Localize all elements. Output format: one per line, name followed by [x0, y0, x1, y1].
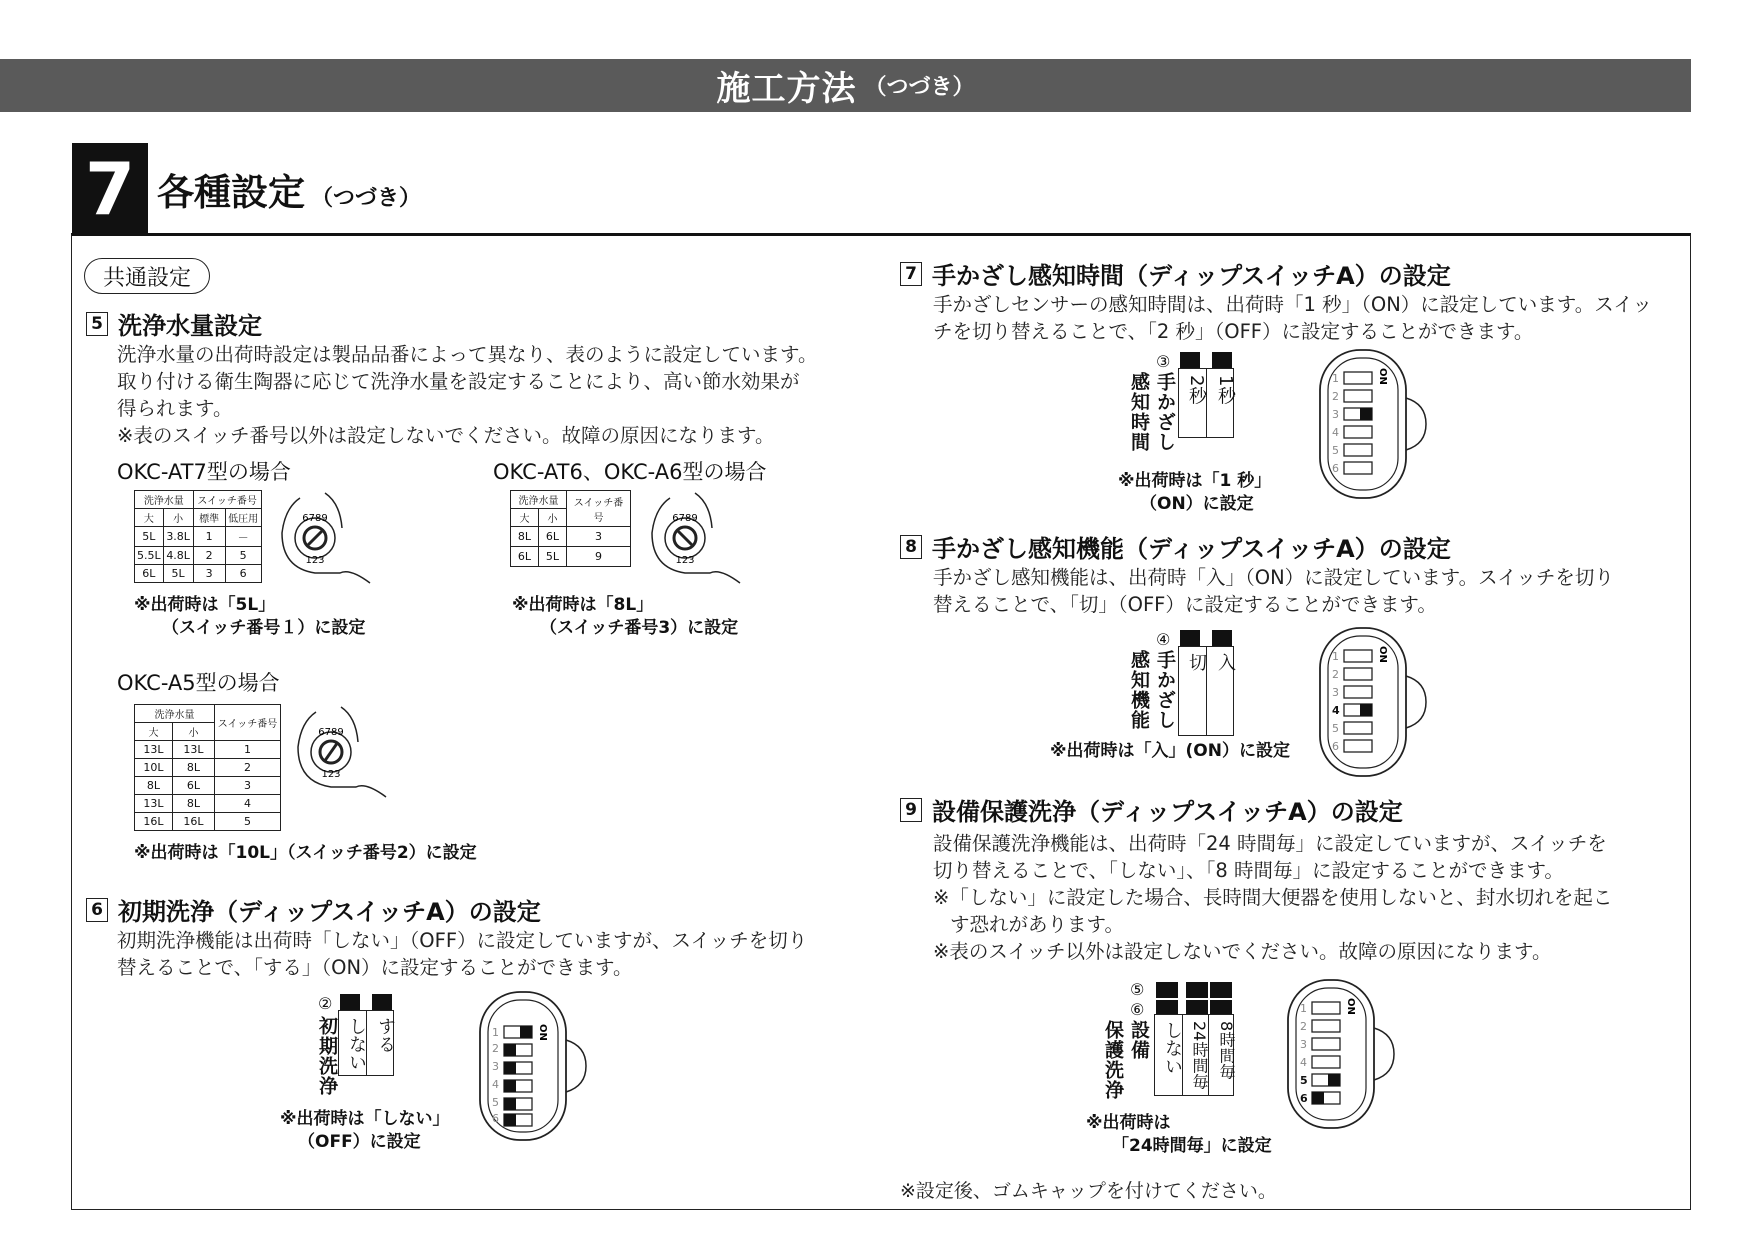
s6-note2: （OFF）に設定 — [298, 1132, 421, 1152]
s7-note2: （ON）に設定 — [1140, 494, 1254, 514]
page-header-subtitle: （つづき） — [864, 75, 975, 100]
svg-text:ON: ON — [537, 1024, 548, 1041]
svg-text:1: 1 — [1332, 372, 1339, 385]
section-number: 7 — [72, 143, 148, 235]
s8-label2: 感知機能 — [1128, 650, 1150, 730]
s5-model1-note1: ※出荷時は「5L」 — [134, 595, 276, 615]
svg-text:3: 3 — [1332, 686, 1339, 699]
table-cell: 13L — [135, 795, 173, 813]
svg-text:1: 1 — [1332, 650, 1339, 663]
switch-marker — [1212, 352, 1232, 368]
s5-heading — [86, 306, 262, 341]
s9-p1: 設備保護洗浄機能は、出荷時「24 時間毎」に設定していますが、スイッチを — [933, 832, 1607, 855]
section-title-subtitle: （つづき） — [311, 186, 422, 211]
table-cell: 6L — [173, 777, 215, 795]
table-cell: 13L — [173, 741, 215, 759]
table-cell: 3.8L — [163, 527, 193, 547]
s5-note: ※表のスイッチ番号以外は設定しないでください。故障の原因になります。 — [117, 424, 775, 447]
s8-circle-number: ④ — [1156, 630, 1171, 649]
s9-heading — [900, 792, 1403, 827]
svg-text:123: 123 — [321, 769, 341, 780]
table-cell: 3 — [193, 565, 225, 583]
table-cell: 5L — [539, 547, 567, 567]
s6-options — [338, 1010, 394, 1076]
svg-text:3: 3 — [492, 1060, 499, 1073]
s5-model2-title: OKC-AT6、OKC-A6型の場合 — [493, 460, 767, 484]
table-cell: 8L — [173, 795, 215, 813]
svg-text:5: 5 — [1332, 444, 1339, 457]
svg-text:6789: 6789 — [318, 727, 344, 738]
s5-model1-title: OKC-AT7型の場合 — [117, 460, 291, 484]
s7-heading — [900, 256, 1451, 291]
svg-text:1: 1 — [492, 1026, 499, 1039]
table-cell: 13L — [135, 741, 173, 759]
s5-model2-note — [512, 594, 738, 640]
table-cell: 4.8L — [163, 547, 193, 565]
switch-marker — [1186, 1000, 1208, 1014]
switch-marker — [1210, 982, 1232, 998]
table-cell: 6L — [539, 527, 567, 547]
svg-text:123: 123 — [675, 555, 695, 566]
s6-body — [117, 927, 807, 981]
table-cell: 4 — [215, 795, 281, 813]
s5-p3: 得られます。 — [117, 397, 233, 420]
table-header: 大 — [135, 509, 164, 527]
s5-model3-title: OKC-A5型の場合 — [117, 671, 280, 695]
s5-table3 — [134, 704, 281, 831]
table-cell: 10L — [135, 759, 173, 777]
svg-text:123: 123 — [305, 555, 325, 566]
svg-text:2: 2 — [492, 1042, 499, 1055]
table-cell: 5 — [225, 547, 261, 565]
svg-text:6: 6 — [492, 1112, 499, 1125]
table-header: スイッチ番号 — [215, 705, 281, 741]
table-header: 小 — [539, 509, 567, 527]
section-title-main: 各種設定 — [157, 171, 305, 214]
svg-text:2: 2 — [1332, 390, 1339, 403]
switch-marker — [1180, 630, 1200, 646]
table-header: 大 — [135, 723, 173, 741]
s9-option-24h: 24時間毎 — [1183, 1015, 1209, 1095]
switch-marker — [1186, 982, 1208, 998]
s7-note1: ※出荷時は「1 秒」 — [1118, 471, 1272, 491]
s7-body — [933, 291, 1652, 345]
rotary-switch-icon — [286, 702, 396, 802]
table-cell: 3 — [215, 777, 281, 795]
table-cell: 8L — [511, 527, 539, 547]
s5-model1-note — [134, 594, 365, 640]
table-cell: 1 — [215, 741, 281, 759]
table-cell: 5.5L — [135, 547, 164, 565]
s5-table1 — [134, 490, 262, 583]
s6-note1: ※出荷時は「しない」 — [280, 1109, 450, 1129]
svg-text:5: 5 — [1332, 722, 1339, 735]
svg-text:2: 2 — [1332, 668, 1339, 681]
s6-number: 6 — [86, 898, 108, 922]
table-header: スイッチ番号 — [567, 491, 631, 527]
svg-text:5: 5 — [492, 1096, 499, 1109]
page-header-title: 施工方法 — [716, 69, 857, 109]
s7-p1: 手かざしセンサーの感知時間は、出荷時「1 秒」（ON）に設定しています。スイッ — [933, 293, 1652, 316]
switch-marker — [1156, 1000, 1178, 1014]
svg-text:4: 4 — [1332, 704, 1340, 717]
s7-number: 7 — [900, 262, 922, 286]
switch-marker — [340, 994, 360, 1010]
dip-switch-icon — [1286, 978, 1396, 1130]
table-header: 大 — [511, 509, 539, 527]
table-cell: 1 — [193, 527, 225, 547]
table-cell: 3 — [567, 527, 631, 547]
s9-option-none: しない — [1155, 1015, 1183, 1095]
s9-option-8h: 8時間毎 — [1217, 1021, 1236, 1080]
section-title — [157, 162, 421, 216]
s9-label2: 保護洗浄 — [1102, 1020, 1124, 1100]
s9-title: 設備保護洗浄（ディップスイッチA）の設定 — [932, 798, 1403, 826]
table-header: 低圧用 — [225, 509, 261, 527]
s5-number: 5 — [86, 312, 108, 336]
table-header: スイッチ番号 — [193, 491, 261, 509]
table-cell: 6L — [511, 547, 539, 567]
rotary-switch-icon — [640, 488, 750, 588]
s7-label2: 感知時間 — [1128, 372, 1150, 452]
svg-text:6: 6 — [1300, 1092, 1308, 1105]
common-settings-label: 共通設定 — [84, 258, 210, 294]
table-cell: 8L — [173, 759, 215, 777]
table-header: 洗浄水量 — [135, 491, 194, 509]
s9-p3: ※「しない」に設定した場合、長時間大便器を使用しないと、封水切れを起こ — [933, 886, 1613, 909]
switch-marker — [1156, 982, 1178, 998]
svg-text:4: 4 — [1300, 1056, 1307, 1069]
s6-label: 初期洗浄 — [316, 1016, 338, 1096]
s5-model1-note2: （スイッチ番号１）に設定 — [162, 618, 366, 638]
s7-title: 手かざし感知時間（ディップスイッチA）の設定 — [932, 262, 1451, 290]
table-header: 標準 — [193, 509, 225, 527]
table-header: 小 — [163, 509, 193, 527]
svg-text:3: 3 — [1332, 408, 1339, 421]
svg-text:4: 4 — [1332, 426, 1339, 439]
svg-text:3: 3 — [1300, 1038, 1307, 1051]
table-cell: 5 — [215, 813, 281, 831]
s8-option-on: 入 — [1215, 653, 1236, 671]
table-cell: 5L — [135, 527, 164, 547]
svg-text:5: 5 — [1300, 1074, 1308, 1087]
table-cell: 2 — [193, 547, 225, 565]
svg-text:6789: 6789 — [302, 513, 328, 524]
rotary-switch-icon — [270, 488, 380, 588]
s8-option-off: 切 — [1179, 647, 1207, 735]
s9-note — [1086, 1112, 1272, 1158]
s6-title: 初期洗浄（ディップスイッチA）の設定 — [118, 898, 541, 926]
dip-switch-icon — [1318, 348, 1428, 500]
s9-note1: ※出荷時は — [1086, 1113, 1171, 1133]
s9-p4: す恐れがあります。 — [950, 913, 1124, 936]
s9-label1: 設備 — [1128, 1020, 1150, 1060]
switch-marker — [1180, 352, 1200, 368]
svg-text:6789: 6789 — [672, 513, 698, 524]
table-header: 洗浄水量 — [135, 705, 215, 723]
s9-circle-number-5: ⑤ — [1130, 980, 1145, 999]
s6-option-on: する — [375, 1017, 396, 1053]
s9-number: 9 — [900, 798, 922, 822]
s5-model3-note: ※出荷時は「10L」（スイッチ番号2）に設定 — [134, 843, 477, 863]
svg-text:6: 6 — [1332, 462, 1339, 475]
svg-text:ON: ON — [1377, 646, 1388, 663]
s6-p2: 替えることで、「する」（ON）に設定することができます。 — [117, 956, 633, 979]
table-cell: 16L — [173, 813, 215, 831]
s8-note: ※出荷時は「入」(ON）に設定 — [1050, 741, 1290, 761]
table-cell: － — [225, 527, 261, 547]
s8-options — [1178, 646, 1234, 736]
s5-table2 — [510, 490, 631, 567]
s5-model2-note1: ※出荷時は「8L」 — [512, 595, 654, 615]
s8-title: 手かざし感知機能（ディップスイッチA）の設定 — [932, 535, 1451, 563]
s6-note — [280, 1108, 450, 1154]
dip-switch-icon — [1318, 626, 1428, 778]
s8-heading — [900, 529, 1451, 564]
s7-circle-number: ③ — [1156, 352, 1171, 371]
svg-text:6: 6 — [1332, 740, 1339, 753]
s7-option-on: 1秒 — [1215, 375, 1236, 405]
s7-option-off: 2秒 — [1179, 369, 1207, 437]
s9-p5: ※表のスイッチ以外は設定しないでください。故障の原因になります。 — [933, 940, 1552, 963]
switch-marker — [1212, 630, 1232, 646]
s8-body — [933, 564, 1614, 618]
s9-body — [933, 830, 1612, 965]
switch-marker — [1210, 1000, 1232, 1014]
table-cell: 6L — [135, 565, 164, 583]
s9-note2: 「24時間毎」に設定 — [1112, 1136, 1272, 1156]
page-header-bar — [0, 59, 1691, 112]
svg-text:1: 1 — [1300, 1002, 1307, 1015]
switch-marker — [372, 994, 392, 1010]
s6-circle-number: ② — [318, 994, 333, 1013]
table-cell: 8L — [135, 777, 173, 795]
table-cell: 5L — [163, 565, 193, 583]
s5-body — [117, 341, 817, 449]
svg-text:4: 4 — [492, 1078, 499, 1091]
svg-text:ON: ON — [1345, 998, 1356, 1015]
s6-option-off: しない — [339, 1011, 367, 1075]
s7-label1: 手かざし — [1154, 372, 1176, 452]
table-header: 洗浄水量 — [511, 491, 567, 509]
s8-p1: 手かざし感知機能は、出荷時「入」（ON）に設定しています。スイッチを切り — [933, 566, 1614, 589]
s5-model2-note2: （スイッチ番号3）に設定 — [540, 618, 739, 638]
s6-heading — [86, 892, 541, 927]
s9-circle-number-6: ⑥ — [1130, 1000, 1145, 1019]
s8-number: 8 — [900, 535, 922, 559]
s5-p2: 取り付ける衛生陶器に応じて洗浄水量を設定することにより、高い節水効果が — [117, 370, 800, 393]
table-cell: 9 — [567, 547, 631, 567]
table-cell: 6 — [225, 565, 261, 583]
svg-text:ON: ON — [1377, 368, 1388, 385]
dip-switch-icon — [478, 990, 588, 1142]
s8-label1: 手かざし — [1154, 650, 1176, 730]
s6-p1: 初期洗浄機能は出荷時「しない」（OFF）に設定していますが、スイッチを切り — [117, 929, 808, 952]
table-header: 小 — [173, 723, 215, 741]
table-cell: 16L — [135, 813, 173, 831]
footer-note: ※設定後、ゴムキャップを付けてください。 — [900, 1180, 1277, 1202]
s7-note — [1118, 470, 1271, 516]
s8-p2: 替えることで、「切」（OFF）に設定することができます。 — [933, 593, 1437, 616]
s5-p1: 洗浄水量の出荷時設定は製品品番によって異なり、表のように設定しています。 — [117, 343, 818, 366]
table-cell: 2 — [215, 759, 281, 777]
s9-options — [1154, 1014, 1234, 1096]
s5-title: 洗浄水量設定 — [118, 312, 262, 340]
s7-options — [1178, 368, 1234, 438]
s7-p2: チを切り替えることで、「2 秒」（OFF）に設定することができます。 — [933, 320, 1534, 343]
svg-text:2: 2 — [1300, 1020, 1307, 1033]
s9-p2: 切り替えることで、「しない」、「8 時間毎」に設定することができます。 — [933, 859, 1564, 882]
